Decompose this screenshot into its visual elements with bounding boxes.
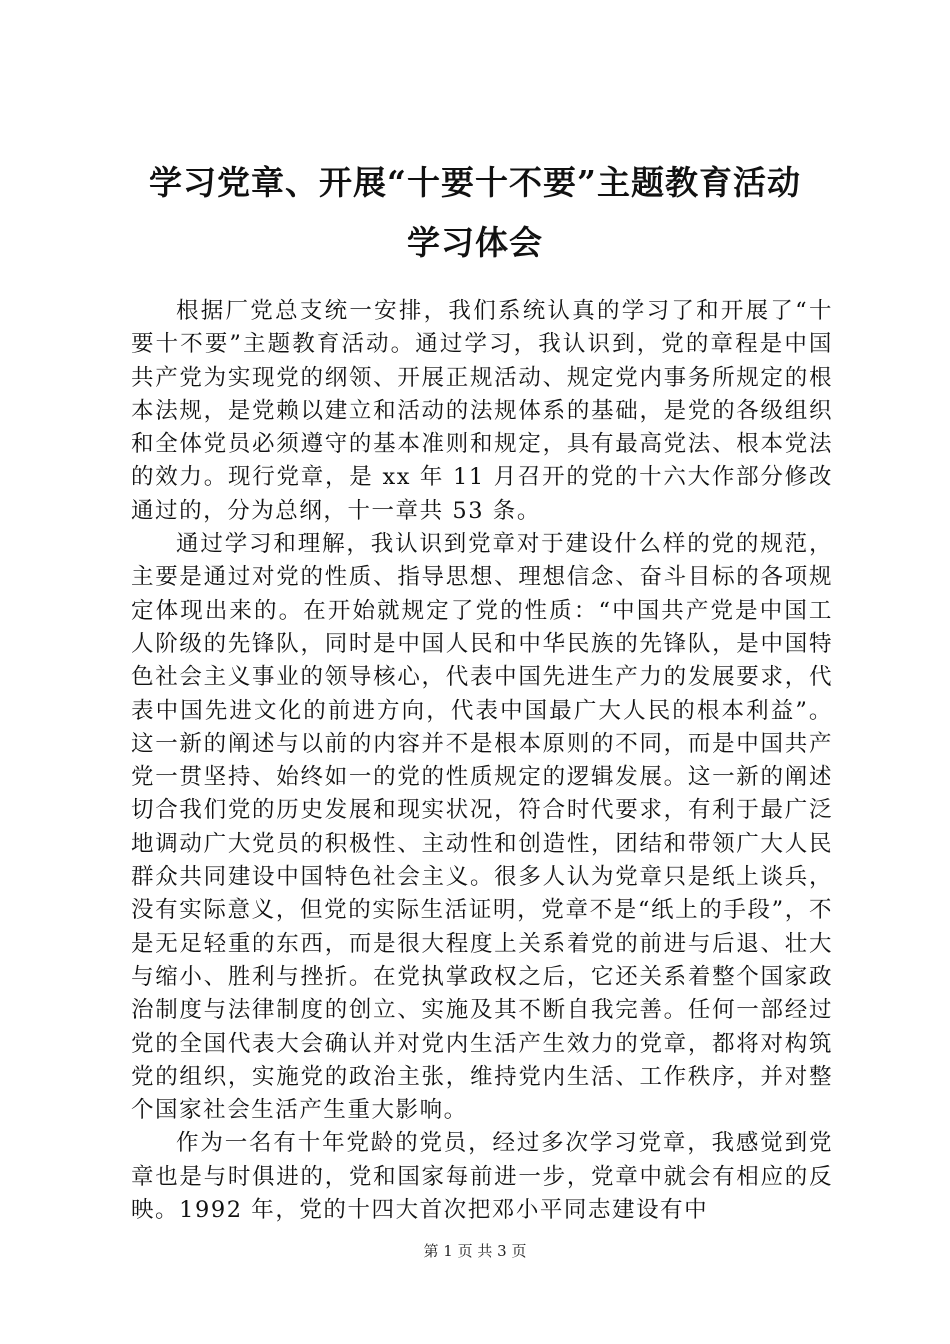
document-title-line-2: 学习体会 xyxy=(407,223,543,262)
document-title-line-1: 学习党章、开展“十要十不要”主题教育活动 xyxy=(149,163,801,202)
paragraph-1: 根据厂党总支统一安排，我们系统认真的学习了和开展了“十要十不要”主题教育活动。通过学习，我认识到，党的章程是中国共产党为实现党的纲领、开展正规活动、规定党内事务所规定的根本法规，是党赖以建立和活动的法规体系的基础，是党的各级组织和全体党员必须遵守的基本准则和规定，具有最高党法、根本党法的效力。现行党章，是 xx 年 11 月召开的党的十六大作部分修改通过的，分为总纲，十一章共 53 条。 xyxy=(131,298,833,524)
document-body xyxy=(131,295,833,1227)
paragraph-2: 通过学习和理解，我认识到党章对于建设什么样的党的规范，主要是通过对党的性质、指导思想、理想信念、奋斗目标的各项规定体现出来的。在开始就规定了党的性质：“中国共产党是中国工人阶级的先锋队，同时是中国人民和中华民族的先锋队，是中国特色社会主义事业的领导核心，代表中国先进生产力的发展要求，代表中国先进文化的前进方向，代表中国最广大人民的根本利益”。这一新的阐述与以前的内容并不是根本原则的不同，而是中国共产党一贯坚持、始终如一的党的性质规定的逻辑发展。这一新的阐述切合我们党的历史发展和现实状况，符合时代要求，有利于最广泛地调动广大党员的积极性、主动性和创造性，团结和带领广大人民群众共同建设中国特色社会主义。很多人认为党章只是纸上谈兵，没有实际意义，但党的实际生活证明，党章不是“纸上的手段”，不是无足轻重的东西，而是很大程度上关系着党的前进与后退、壮大与缩小、胜利与挫折。在党执掌政权之后，它还关系着整个国家政治制度与法律制度的创立、实施及其不断自我完善。任何一部经过党的全国代表大会确认并对党内生活产生效力的党章，都将对构筑党的组织，实施党的政治主张，维持党内生活、工作秩序，并对整个国家社会生活产生重大影响。 xyxy=(131,531,833,1124)
paragraph-3: 作为一名有十年党龄的党员，经过多次学习党章，我感觉到党章也是与时俱进的，党和国家每前进一步，党章中就会有相应的反映。1992 年，党的十四大首次把邓小平同志建设有中 xyxy=(131,1130,833,1224)
page-footer: 第 1 页 共 3 页 xyxy=(423,1242,527,1260)
